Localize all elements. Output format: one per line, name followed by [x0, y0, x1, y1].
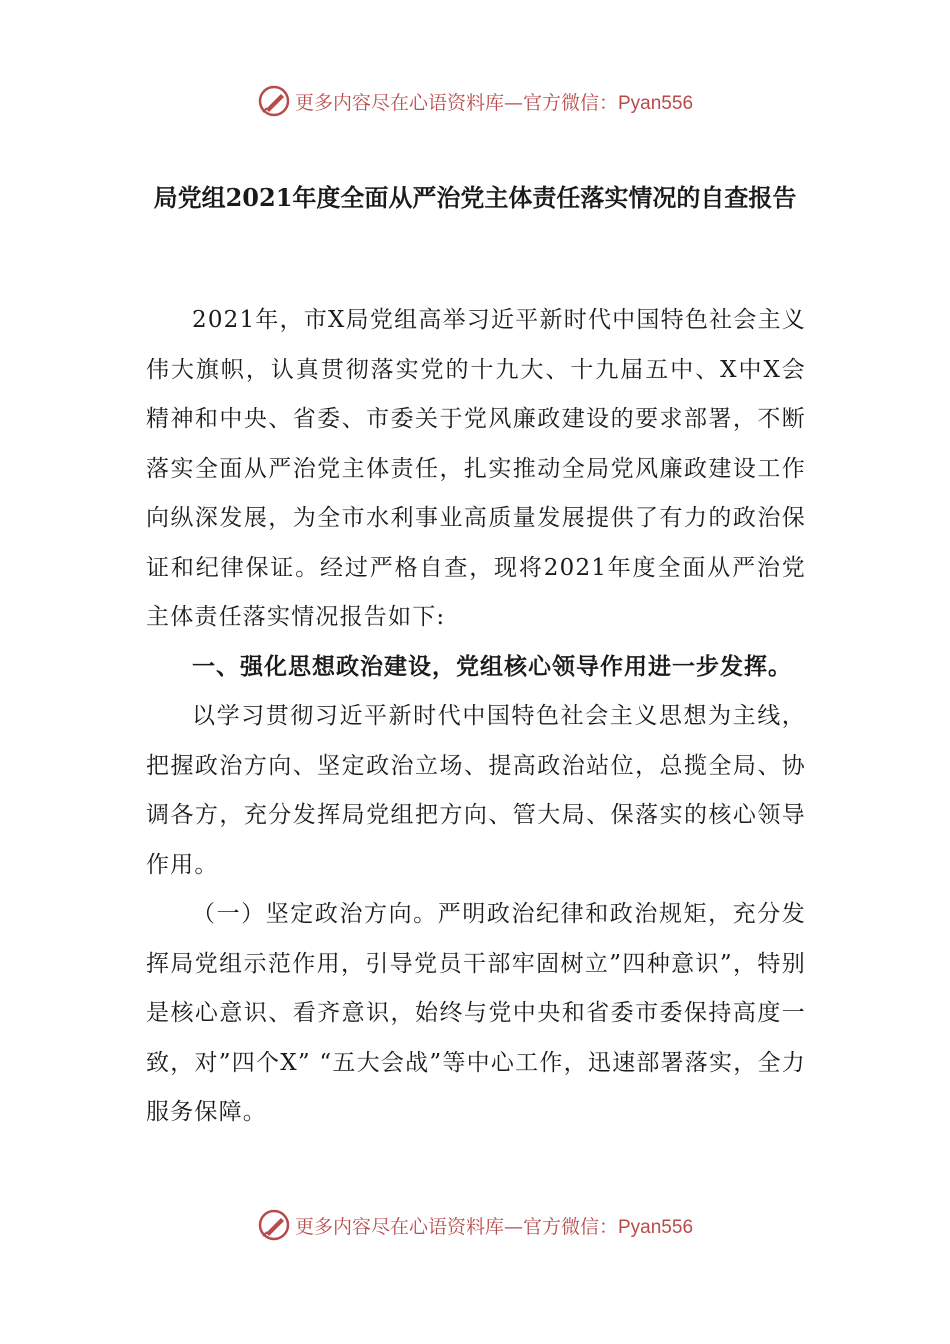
intro-paragraph: 2021年，市X局党组高举习近平新时代中国特色社会主义伟大旗帜，认真贯彻落实党的十九大、十九届五中、X中X会精神和中央、省委、市委关于党风廉政建设的要求部署，不断落实全面从严治党主体责任，扎实推动全局党风廉政建设工作向纵深发展，为全市水利事业高质量发展提供了有力的政治保证和纪律保证。经过严格自查，现将2021年度全面从严治党主体责任落实情况报告如下:: [146, 307, 806, 630]
watermark-banner-bottom: [0, 1208, 950, 1242]
pen-logo-icon: [257, 84, 291, 118]
document-title: 局党组2021年度全面从严治党主体责任落实情况的自查报告: [153, 183, 797, 212]
watermark-text: 更多内容尽在心语资料库—官方微信：Pyan556: [294, 91, 694, 114]
section-1-item-1: （一）坚定政治方向。严明政治纪律和政治规矩，充分发挥局党组示范作用，引导党员干部牢固树立”四种意识”，特别是核心意识、看齐意识，始终与党中央和省委市委保持高度一致，对”四个X” “五大会战”等中心工作，迅速部署落实，全力服务保障。: [146, 901, 806, 1125]
pen-logo-icon: [257, 1208, 291, 1242]
section-1-intro: 以学习贯彻习近平新时代中国特色社会主义思想为主线，把握政治方向、坚定政治立场、提高政治站位，总揽全局、协调各方，充分发挥局党组把方向、管大局、保落实的核心领导作用。: [146, 703, 806, 878]
section-heading-1: 一、强化思想政治建设，党组核心领导作用进一步发挥。: [192, 653, 792, 680]
document-body: [146, 296, 806, 1138]
watermark-banner-top: [0, 84, 950, 118]
watermark-text: 更多内容尽在心语资料库—官方微信：Pyan556: [294, 1215, 694, 1238]
